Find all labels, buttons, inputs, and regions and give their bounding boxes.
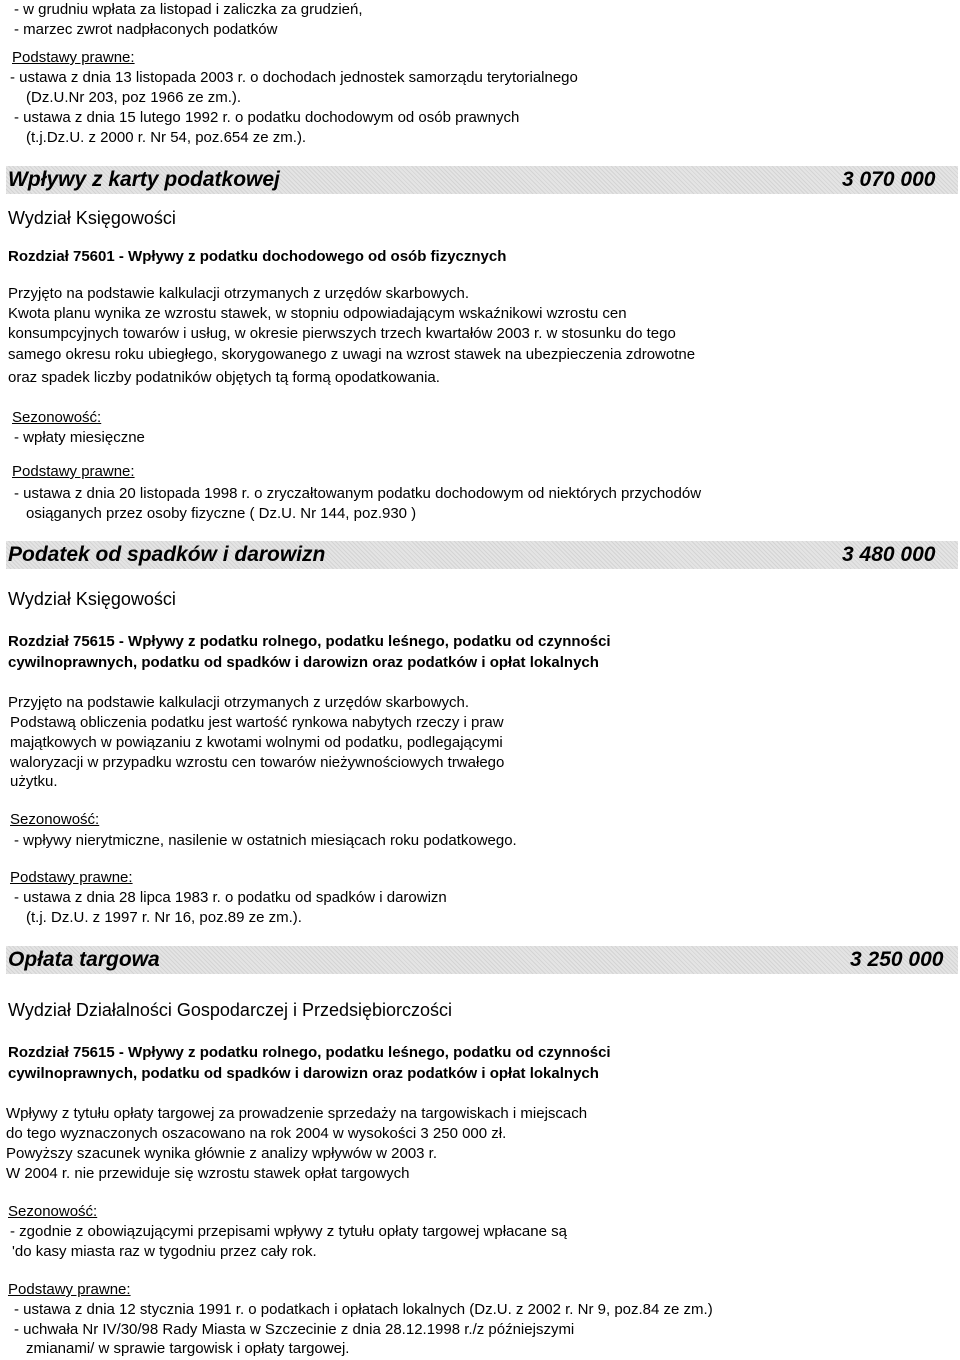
s2-para-5: użytku. bbox=[10, 773, 58, 790]
section-amount: 3 480 000 bbox=[842, 543, 936, 566]
s2-basis-2: (t.j. Dz.U. z 1997 r. Nr 16, poz.89 ze zm.). bbox=[26, 909, 302, 926]
s3-para-2: do tego wyznaczonych oszacowano na rok 2004 w wysokości 3 250 000 zł. bbox=[6, 1125, 507, 1142]
top-line-2: - marzec zwrot nadpłaconych podatków bbox=[14, 21, 278, 38]
section-amount: 3 250 000 bbox=[850, 948, 944, 971]
s2-department: Wydział Księgowości bbox=[8, 589, 176, 609]
s3-department: Wydział Działalności Gospodarczej i Przedsiębiorczości bbox=[8, 1000, 453, 1020]
s2-season-1: - wpływy nierytmiczne, nasilenie w ostatnich miesiącach roku podatkowego. bbox=[14, 832, 517, 849]
s1-para-5: oraz spadek liczby podatników objętych tą formą opodatkowania. bbox=[8, 369, 440, 386]
s1-para-1: Przyjęto na podstawie kalkulacji otrzymanych z urzędów skarbowych. bbox=[8, 285, 470, 302]
s1-basis-1: - ustawa z dnia 20 listopada 1998 r. o zryczałtowanym podatku dochodowym od niektórych przychodów bbox=[14, 485, 702, 502]
s1-season-1: - wpłaty miesięczne bbox=[14, 429, 145, 446]
section-amount: 3 070 000 bbox=[842, 168, 936, 191]
s3-basis-label: Podstawy prawne: bbox=[8, 1281, 131, 1298]
s3-season-2: 'do kasy miasta raz w tygodniu przez cały rok. bbox=[12, 1243, 317, 1260]
top-basis-4: (t.j.Dz.U. z 2000 r. Nr 54, poz.654 ze zm.). bbox=[26, 129, 307, 146]
section-title: Opłata targowa bbox=[8, 948, 160, 971]
s1-season-label: Sezonowość: bbox=[12, 409, 102, 426]
s3-basis-1: - ustawa z dnia 12 stycznia 1991 r. o podatkach i opłatach lokalnych (Dz.U. z 2002 r. Nr 9, poz.84 ze zm.) bbox=[14, 1301, 713, 1318]
section-header-karta-podatkowa bbox=[6, 166, 958, 194]
s2-para-1: Przyjęto na podstawie kalkulacji otrzymanych z urzędów skarbowych. bbox=[8, 694, 470, 711]
s3-season-label: Sezonowość: bbox=[8, 1203, 98, 1220]
s3-para-4: W 2004 r. nie przewiduje się wzrostu stawek opłat targowych bbox=[6, 1165, 410, 1182]
top-line-1: - w grudniu wpłata za listopad i zaliczka za grudzień, bbox=[14, 1, 363, 18]
s3-chapter-2: cywilnoprawnych, podatku od spadków i darowizn oraz podatków i opłat lokalnych bbox=[8, 1065, 599, 1082]
s1-department: Wydział Księgowości bbox=[8, 208, 176, 228]
section-header-oplata-targowa bbox=[6, 946, 958, 974]
s3-basis-3: zmianami/ w sprawie targowisk i opłaty targowej. bbox=[26, 1340, 350, 1357]
s2-basis-1: - ustawa z dnia 28 lipca 1983 r. o podatku od spadków i darowizn bbox=[14, 889, 447, 906]
top-basis-label: Podstawy prawne: bbox=[12, 49, 135, 66]
s2-season-label: Sezonowość: bbox=[10, 811, 100, 828]
s1-para-2: Kwota planu wynika ze wzrostu stawek, w stopniu odpowiadającym wskaźnikowi wzrostu cen bbox=[8, 305, 627, 322]
s3-basis-2: - uchwała Nr IV/30/98 Rady Miasta w Szczecinie z dnia 28.12.1998 r./z późniejszymi bbox=[14, 1321, 575, 1338]
s2-para-3: majątkowych w powiązaniu z kwotami wolnymi od podatku, podlegającymi bbox=[10, 734, 503, 751]
section-title: Podatek od spadków i darowizn bbox=[8, 543, 326, 566]
section-title: Wpływy z karty podatkowej bbox=[8, 168, 280, 191]
s3-season-1: - zgodnie z obowiązującymi przepisami wpływy z tytułu opłaty targowej wpłacane są bbox=[10, 1223, 567, 1240]
s1-chapter: Rozdział 75601 - Wpływy z podatku dochodowego od osób fizycznych bbox=[8, 248, 507, 265]
s3-chapter-1: Rozdział 75615 - Wpływy z podatku rolnego, podatku leśnego, podatku od czynności bbox=[8, 1044, 611, 1061]
section-header-spadki-darowizny bbox=[6, 541, 958, 569]
top-basis-2: (Dz.U.Nr 203, poz 1966 ze zm.). bbox=[26, 89, 242, 106]
s2-para-2: Podstawą obliczenia podatku jest wartość rynkowa nabytych rzeczy i praw bbox=[10, 714, 504, 731]
s2-chapter-2: cywilnoprawnych, podatku od spadków i darowizn oraz podatków i opłat lokalnych bbox=[8, 654, 599, 671]
s2-para-4: waloryzacji w przypadku wzrostu cen towarów nieżywnościowych trwałego bbox=[10, 754, 505, 771]
s3-para-3: Powyższy szacunek wynika głównie z analizy wpływów w 2003 r. bbox=[6, 1145, 438, 1162]
s1-para-3: konsumpcyjnych towarów i usług, w okresie pierwszych trzech kwartałów 2003 r. w stosunku do tego bbox=[8, 325, 676, 342]
top-basis-1: - ustawa z dnia 13 listopada 2003 r. o dochodach jednostek samorządu terytorialnego bbox=[10, 69, 578, 86]
s3-para-1: Wpływy z tytułu opłaty targowej za prowadzenie sprzedaży na targowiskach i miejscach bbox=[6, 1105, 588, 1122]
s1-basis-label: Podstawy prawne: bbox=[12, 463, 135, 480]
s1-para-4: samego okresu roku ubiegłego, skorygowanego z uwagi na wzrost stawek na ubezpieczenia zdrowotne bbox=[8, 346, 696, 363]
top-basis-3: - ustawa z dnia 15 lutego 1992 r. o podatku dochodowym od osób prawnych bbox=[14, 109, 520, 126]
s1-basis-2: osiąganych przez osoby fizyczne ( Dz.U. Nr 144, poz.930 ) bbox=[26, 505, 417, 522]
s2-basis-label: Podstawy prawne: bbox=[10, 869, 133, 886]
s2-chapter-1: Rozdział 75615 - Wpływy z podatku rolnego, podatku leśnego, podatku od czynności bbox=[8, 633, 611, 650]
